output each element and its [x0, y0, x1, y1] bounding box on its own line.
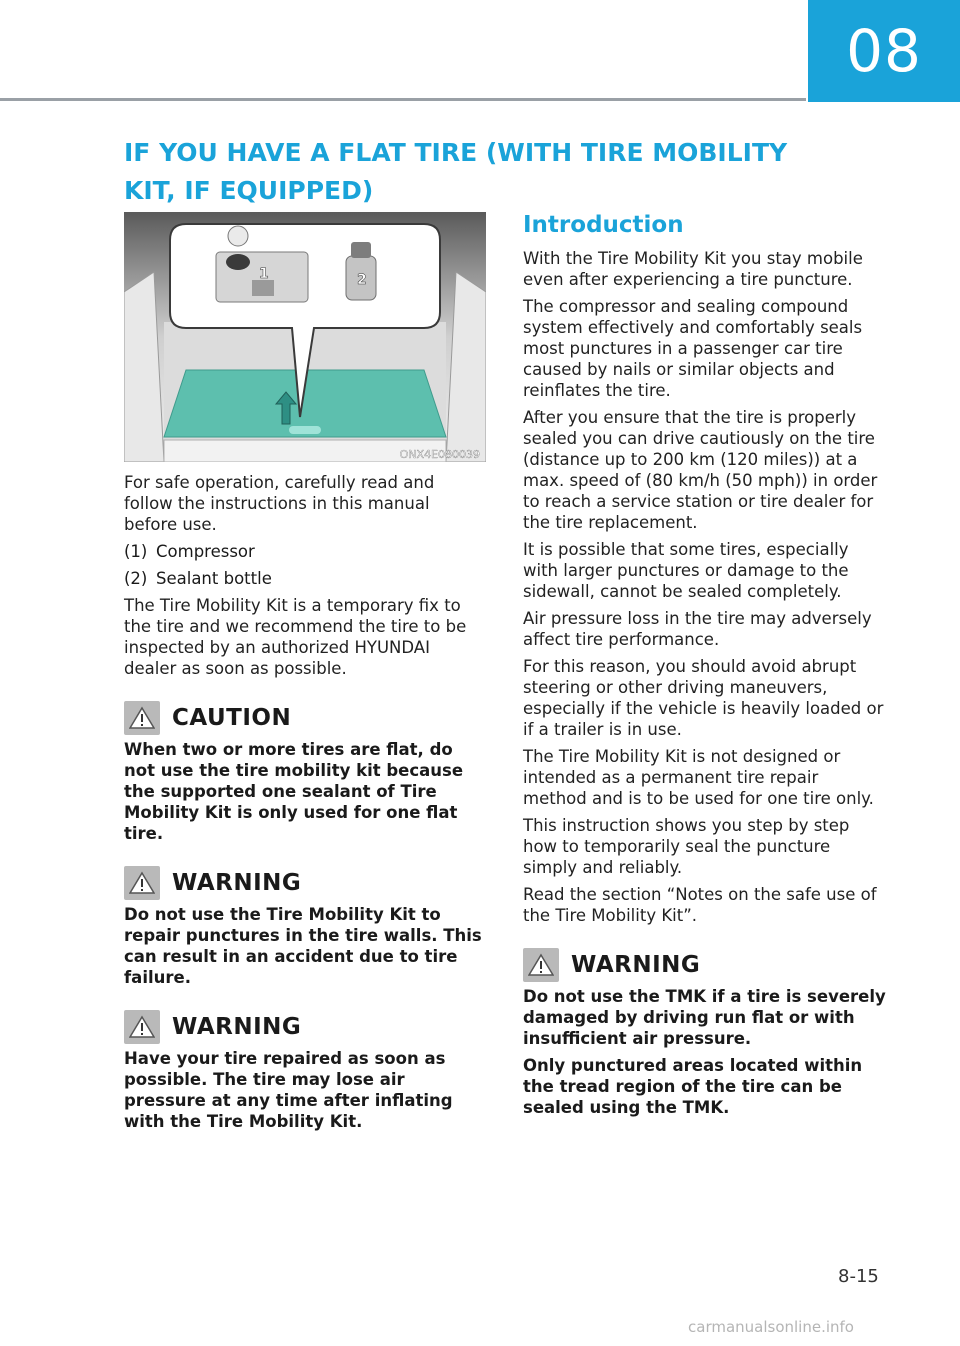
tire-mobility-kit-figure [124, 212, 486, 462]
paragraph: Read the section “Notes on the safe use of the Tire Mobility Kit”. [523, 885, 877, 925]
list-item [124, 541, 486, 562]
paragraph: It is possible that some tires, especially with larger punctures or damage to the sidewall, cannot be sealed completely. [523, 540, 849, 601]
paragraph: For this reason, you should avoid abrupt steering or other driving maneuvers, especially if the vehicle is heavily loaded or if a trailer is in use. [523, 657, 884, 739]
callout-body: Do not use the TMK if a tire is severely damaged by driving run flat or with insufficient air pressure. [523, 987, 886, 1048]
note-paragraph: The Tire Mobility Kit is a temporary fix to the tire and we recommend the tire to be inspected by an authorized HYUNDAI dealer as soon as possible. [124, 596, 467, 678]
paragraph: After you ensure that the tire is properly sealed you can drive cautiously on the tire (distance up to 200 km (120 miles)) at a max. speed of (80 km/h (50 mph)) in order to reach a service station or tire dealer for the tire replacement. [523, 408, 878, 532]
trunk-illustration [124, 212, 486, 462]
chapter-tab: 08 [808, 0, 960, 102]
callout-body: Have your tire repaired as soon as possible. The tire may lose air pressure at any time after inflating with the Tire Mobility Kit. [124, 1049, 453, 1131]
warning-callout [523, 948, 887, 1118]
callout-body: Only punctured areas located within the tread region of the tire can be sealed using the TMK. [523, 1056, 863, 1117]
callout-body: Do not use the Tire Mobility Kit to repair punctures in the tire walls. This can result in an accident due to tire failure. [124, 905, 482, 987]
paragraph: This instruction shows you step by step how to temporarily seal the puncture simply and reliably. [523, 816, 850, 877]
warning-triangle-icon [124, 1010, 160, 1044]
warning-triangle-icon [124, 866, 160, 900]
list-label: Compressor [156, 542, 255, 561]
watermark: carmanualsonline.info [688, 1318, 854, 1336]
list-number: (2) [124, 569, 148, 588]
callout-2: 2 [357, 272, 367, 288]
list-item [124, 568, 486, 589]
callout-title: WARNING [172, 870, 302, 896]
callout-1: 1 [259, 266, 269, 282]
page-number: 8-15 [838, 1266, 879, 1287]
paragraph: Air pressure loss in the tire may adversely affect tire performance. [523, 609, 872, 649]
warning-callout [124, 1010, 486, 1132]
caution-callout [124, 701, 486, 844]
warning-triangle-icon [523, 948, 559, 982]
intro-paragraph: For safe operation, carefully read and follow the instructions in this manual before use. [124, 473, 435, 534]
section-title: IF YOU HAVE A FLAT TIRE (WITH TIRE MOBILITY KIT, IF EQUIPPED) [124, 138, 788, 205]
callout-title: WARNING [172, 1014, 302, 1040]
callout-title: WARNING [571, 952, 701, 978]
paragraph: The Tire Mobility Kit is not designed or intended as a permanent tire repair method and is to be used for one tire only. [523, 747, 874, 808]
introduction-heading: Introduction [523, 212, 684, 238]
right-column [523, 212, 887, 1124]
warning-callout [124, 866, 486, 988]
list-number: (1) [124, 542, 148, 561]
callout-body: When two or more tires are flat, do not use the tire mobility kit because the supported one sealant of Tire Mobility Kit is only used for one flat tire. [124, 740, 464, 843]
warning-triangle-icon [124, 701, 160, 735]
left-column [124, 212, 486, 1138]
paragraph: With the Tire Mobility Kit you stay mobile even after experiencing a tire puncture. [523, 249, 863, 289]
paragraph: The compressor and sealing compound system effectively and comfortably seals most punctures in a passenger car tire caused by nails or similar objects and reinflates the tire. [523, 297, 863, 400]
callout-title: CAUTION [172, 705, 292, 731]
figure-code: ONX4E080039 [399, 448, 480, 461]
list-label: Sealant bottle [156, 569, 272, 588]
header-rule [0, 98, 806, 101]
